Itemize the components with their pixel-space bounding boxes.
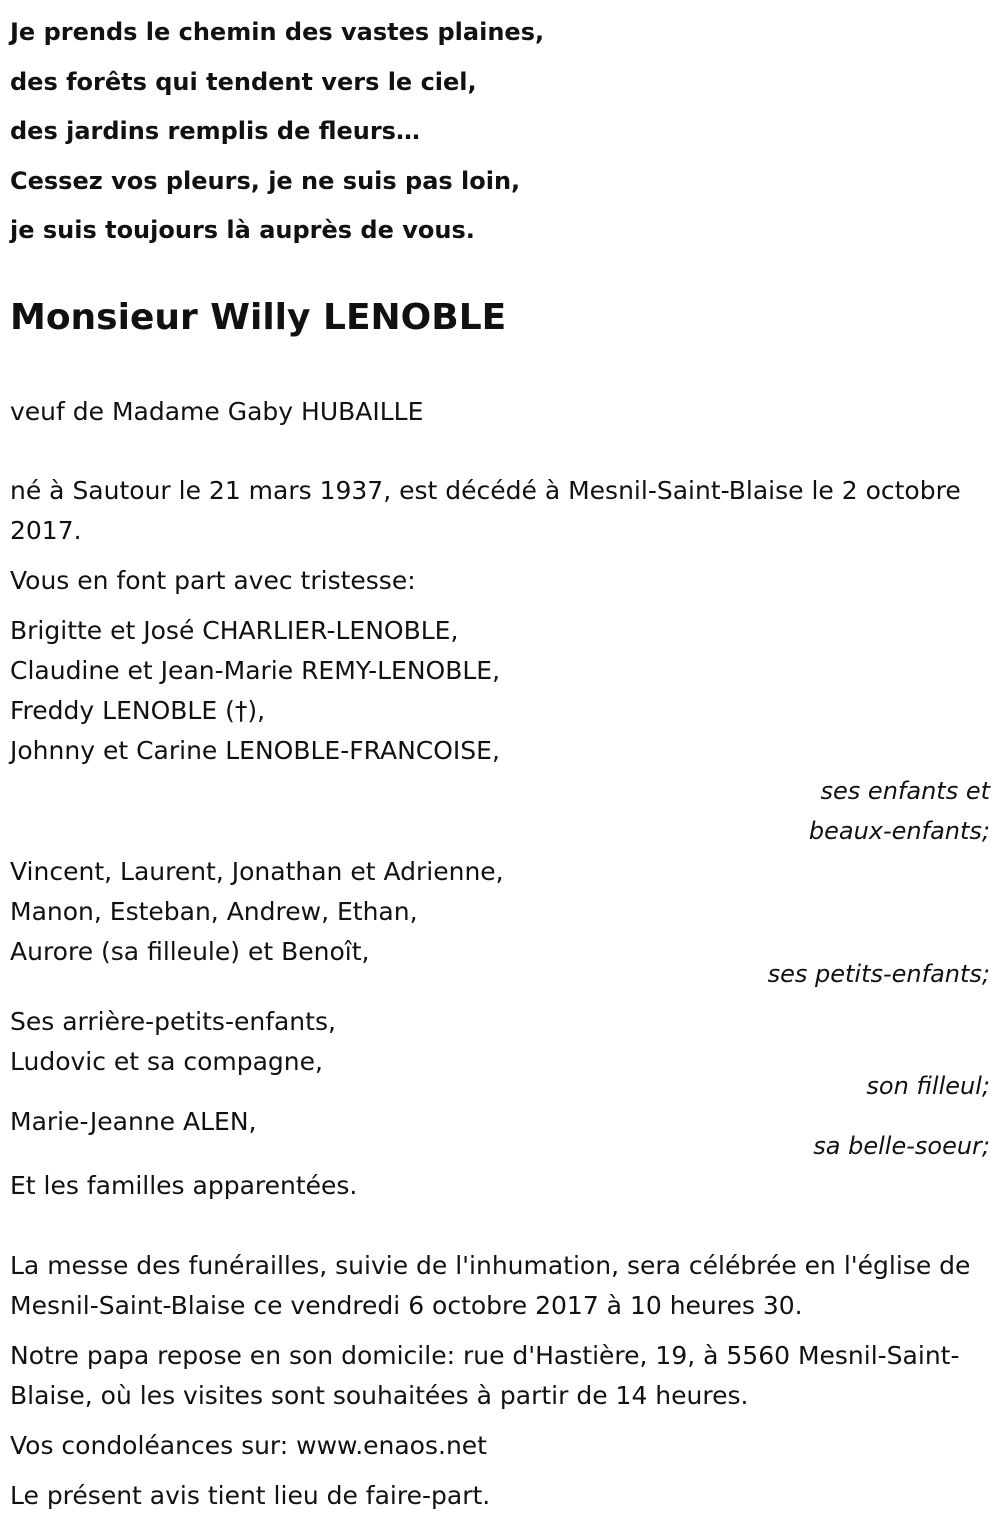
notice-statement: Le présent avis tient lieu de faire-part. [10,1480,491,1510]
condolences-info: Vos condoléances sur: www.enaos.net [10,1430,487,1460]
family-member: Brigitte et José CHARLIER-LENOBLE, [10,615,459,645]
family-member: Manon, Esteban, Andrew, Ethan, [10,896,418,926]
family-group-godson [10,1002,990,1106]
family-member: Ses arrière-petits-enfants, [10,1006,336,1036]
birth-death-info: né à Sautour le 21 mars 1937, est décédé à Mesnil-Saint-Blaise le 2 octobre 2017. [10,475,961,545]
poem-line: je suis toujours là auprès de vous. [10,216,475,244]
deceased-name: Monsieur Willy LENOBLE [10,296,507,338]
resting-place-info: Notre papa repose en son domicile: rue d'Hastière, 19, à 5560 Mesnil-Saint-Blaise, où les visites sont souhaitées à partir de 14 heures. [10,1340,960,1410]
family-role: ses enfants et [820,776,990,805]
family-group-sister-in-law [10,1102,990,1166]
family-member: Aurore (sa filleule) et Benoît, [10,936,370,966]
funeral-mass-info: La messe des funérailles, suivie de l'inhumation, sera célébrée en l'église de Mesnil-Saint-Blaise ce vendredi 6 octobre 2017 à 10 heures 30. [10,1250,971,1320]
announcement: Vous en font part avec tristesse: [10,565,416,595]
family-member: Claudine et Jean-Marie REMY-LENOBLE, [10,655,501,685]
family-member: Marie-Jeanne ALEN, [10,1106,257,1136]
family-member: Ludovic et sa compagne, [10,1046,323,1076]
family-role: sa belle-soeur; [813,1131,990,1160]
family-member: Vincent, Laurent, Jonathan et Adrienne, [10,856,504,886]
poem-line: Cessez vos pleurs, je ne suis pas loin, [10,166,521,195]
widower-of: veuf de Madame Gaby HUBAILLE [10,396,424,426]
poem-line: Je prends le chemin des vastes plaines, [10,18,545,46]
family-role: beaux-enfants; [808,816,990,845]
family-member: Freddy LENOBLE (†), [10,695,266,725]
related-families: Et les familles apparentées. [10,1170,358,1200]
poem [10,0,990,256]
family-member: Johnny et Carine LENOBLE-FRANCOISE, [10,735,500,765]
family-role: son filleul; [866,1071,990,1100]
family-role: ses petits-enfants; [767,959,990,988]
family-group-children [10,611,990,851]
poem-line: des jardins remplis de fleurs… [10,117,420,145]
family-group-grandchildren [10,852,990,994]
poem-line: des forêts qui tendent vers le ciel, [10,67,477,96]
